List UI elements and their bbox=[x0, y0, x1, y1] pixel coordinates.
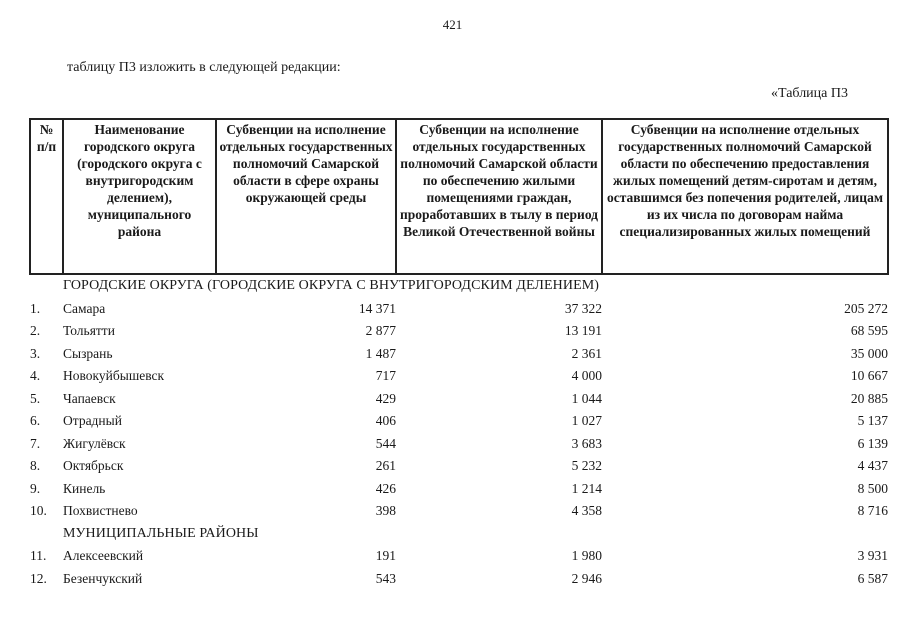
home-front-housing-value: 2 361 bbox=[571, 345, 602, 361]
environment-value: 261 bbox=[375, 458, 396, 473]
section-title: ГОРОДСКИЕ ОКРУГА (ГОРОДСКИЕ ОКРУГА С ВНУТРИГОРОДСКИМ ДЕЛЕНИЕМ) bbox=[63, 278, 600, 293]
table-row bbox=[30, 545, 888, 568]
home-front-housing-value: 1 214 bbox=[571, 480, 602, 496]
municipality-name: Похвистнево bbox=[63, 503, 138, 518]
table-row bbox=[30, 478, 888, 501]
table-row bbox=[30, 500, 888, 523]
environment-value: 426 bbox=[375, 480, 396, 496]
header-environment-subventions: Субвенции на исполнение отдельных государственных полномочий Самарской области в сфере охраны окружающей среды bbox=[216, 119, 396, 274]
municipality-name: Отрадный bbox=[63, 413, 122, 428]
table-caption: «Таблица П3 bbox=[771, 86, 848, 101]
section-title: МУНИЦИПАЛЬНЫЕ РАЙОНЫ bbox=[63, 525, 259, 541]
table-row bbox=[30, 455, 888, 478]
row-number: 3. bbox=[30, 345, 41, 361]
municipality-name: Алексеевский bbox=[63, 548, 144, 563]
environment-value: 543 bbox=[375, 570, 396, 586]
intro-text: таблицу П3 изложить в следующей редакции: bbox=[67, 60, 341, 75]
municipality-name: Октябрьск bbox=[63, 458, 124, 473]
municipality-name: Новокуйбышевск bbox=[63, 368, 165, 383]
orphans-housing-value: 4 437 bbox=[857, 458, 888, 473]
orphans-housing-value: 20 885 bbox=[850, 390, 888, 406]
table-row bbox=[30, 365, 888, 388]
table-row bbox=[30, 343, 888, 366]
environment-value: 1 487 bbox=[365, 345, 396, 361]
subventions-table bbox=[29, 118, 889, 590]
municipality-name: Тольятти bbox=[63, 323, 115, 338]
table-row bbox=[30, 388, 888, 411]
table-row bbox=[30, 568, 888, 591]
home-front-housing-value: 1 027 bbox=[571, 413, 602, 428]
row-number: 4. bbox=[30, 368, 41, 383]
orphans-housing-value: 68 595 bbox=[850, 323, 888, 338]
municipality-name: Чапаевск bbox=[63, 390, 116, 406]
header-housing-orphans: Субвенции на исполнение отдельных государственных полномочий Самарской области по обеспечению предоставления жилых помещений детям-сиротам и детям, оставшимся без попечения родителей, лицам из их числа по договорам найма специализированных жилых помещений bbox=[602, 119, 888, 274]
environment-value: 717 bbox=[375, 368, 396, 383]
orphans-housing-value: 205 272 bbox=[844, 300, 888, 316]
municipality-name: Сызрань bbox=[63, 345, 113, 361]
orphans-housing-value: 35 000 bbox=[850, 345, 888, 361]
table-header-row bbox=[30, 119, 888, 274]
environment-value: 398 bbox=[375, 503, 396, 518]
home-front-housing-value: 4 000 bbox=[571, 368, 602, 383]
row-number: 10. bbox=[30, 503, 47, 518]
home-front-housing-value: 2 946 bbox=[571, 570, 602, 586]
orphans-housing-value: 5 137 bbox=[857, 413, 888, 428]
home-front-housing-value: 5 232 bbox=[571, 458, 602, 473]
header-housing-home-front-workers: Субвенции на исполнение отдельных государственных полномочий Самарской области по обеспечению жилыми помещениями граждан, проработавших в тылу в период Великой Отечественной войны bbox=[396, 119, 602, 274]
municipality-name: Самара bbox=[63, 300, 106, 316]
table-row bbox=[30, 433, 888, 456]
row-number: 7. bbox=[30, 435, 41, 451]
row-number: 2. bbox=[30, 323, 41, 338]
municipality-name: Жигулёвск bbox=[63, 435, 126, 451]
environment-value: 191 bbox=[375, 548, 396, 563]
row-number: 6. bbox=[30, 413, 41, 428]
municipality-name: Безенчукский bbox=[63, 570, 143, 586]
home-front-housing-value: 1 980 bbox=[571, 548, 602, 563]
row-number: 12. bbox=[30, 570, 47, 586]
row-number: 11. bbox=[30, 548, 47, 563]
table-row bbox=[30, 298, 888, 321]
section-row bbox=[30, 274, 888, 298]
page-number: 421 bbox=[442, 17, 463, 32]
environment-value: 429 bbox=[375, 390, 396, 406]
environment-value: 2 877 bbox=[365, 323, 396, 338]
environment-value: 14 371 bbox=[358, 300, 396, 316]
table-body bbox=[30, 274, 888, 590]
row-number: 9. bbox=[30, 480, 41, 496]
row-number: 1. bbox=[30, 300, 41, 316]
orphans-housing-value: 6 587 bbox=[857, 570, 888, 586]
home-front-housing-value: 13 191 bbox=[564, 323, 602, 338]
home-front-housing-value: 4 358 bbox=[571, 503, 602, 518]
section-row bbox=[30, 523, 888, 546]
orphans-housing-value: 6 139 bbox=[857, 435, 888, 451]
home-front-housing-value: 1 044 bbox=[571, 390, 602, 406]
header-municipality-name: Наименование городского округа (городского округа с внутригородским делением), муниципального района bbox=[63, 119, 216, 274]
orphans-housing-value: 8 716 bbox=[857, 503, 888, 518]
orphans-housing-value: 10 667 bbox=[850, 368, 888, 383]
table-row bbox=[30, 320, 888, 343]
header-number: № п/п bbox=[30, 119, 63, 274]
orphans-housing-value: 8 500 bbox=[857, 480, 888, 496]
orphans-housing-value: 3 931 bbox=[857, 548, 888, 563]
environment-value: 544 bbox=[375, 435, 396, 451]
municipality-name: Кинель bbox=[63, 480, 106, 496]
row-number: 8. bbox=[30, 458, 41, 473]
home-front-housing-value: 3 683 bbox=[571, 435, 602, 451]
table-row bbox=[30, 410, 888, 433]
environment-value: 406 bbox=[375, 413, 396, 428]
row-number: 5. bbox=[30, 390, 41, 406]
home-front-housing-value: 37 322 bbox=[564, 300, 602, 316]
